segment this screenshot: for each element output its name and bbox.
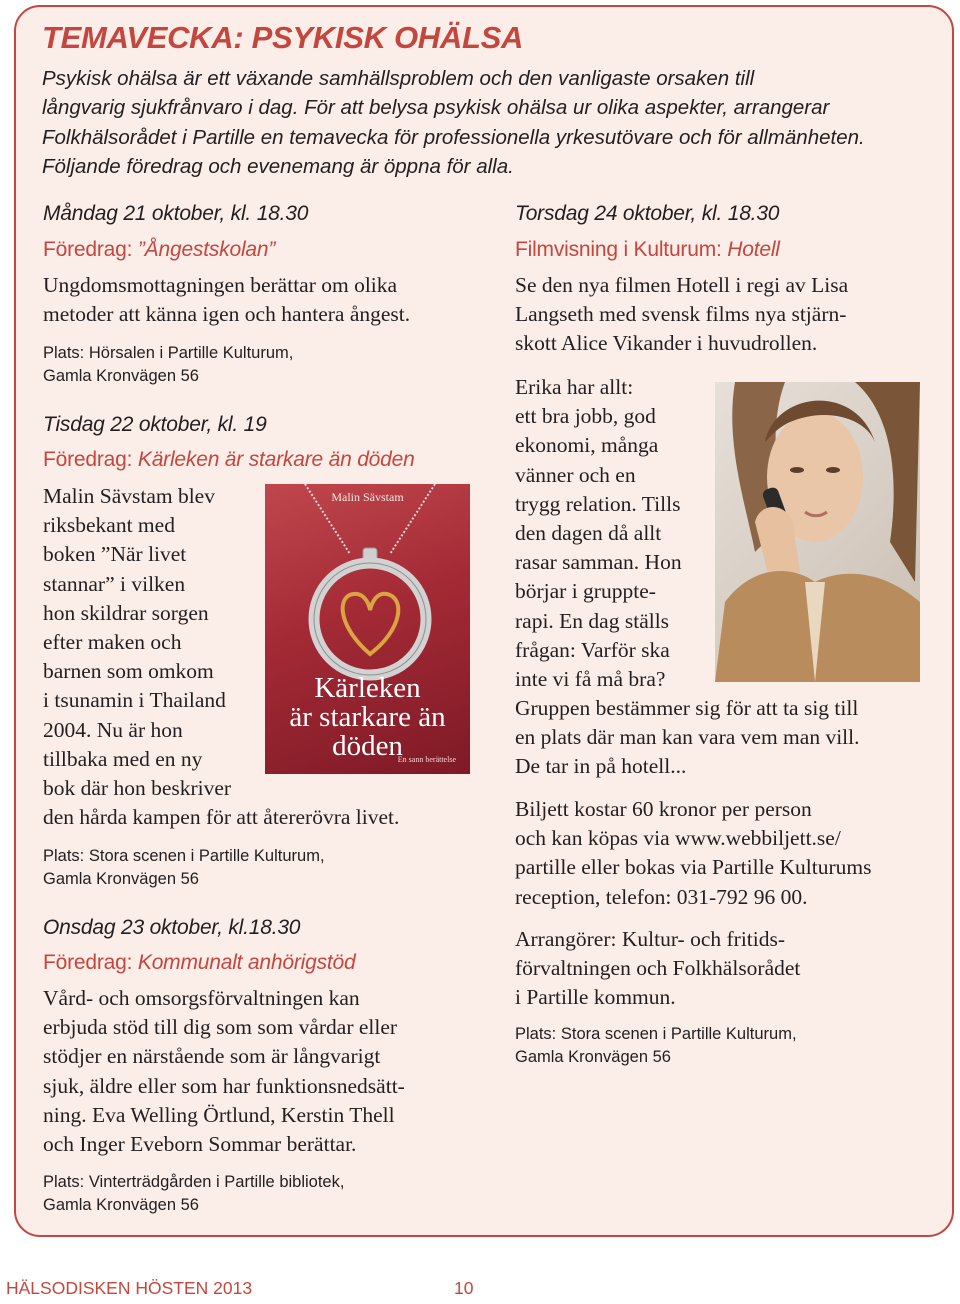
organizer-line: Arrangörer: Kultur- och fritids- [515,927,786,951]
thursday-description [515,271,935,359]
wednesday-place [43,1171,344,1216]
place-line: Gamla Kronvägen 56 [515,1047,671,1066]
story-line: börjar i gruppte- [515,579,656,604]
book-title-line: Kärleken [314,672,421,704]
thursday-story-bottom [515,694,935,782]
tuesday-topic: Kärleken är starkare än döden [137,448,415,471]
place-line: Gamla Kronvägen 56 [43,1195,199,1214]
book-title-line: är starkare än [289,701,446,733]
ticket-info [515,795,935,912]
monday-heading [43,238,275,262]
intro-line: långvarig sjukfrånvaro i dag. För att belysa psykisk ohälsa ur olika aspekter, arrangerar [42,96,830,120]
body-line: efter maken och [43,630,182,655]
ticket-line: och kan köpas via www.webbiljett.se/ [515,826,841,851]
organizer-line: förvaltningen och Folkhälsorådet [515,956,801,981]
body-line: hon skildrar sorgen [43,600,209,625]
body-line: stannar” i vilken [43,571,186,596]
intro-line: Följande föredrag och evenemang är öppna för alla. [42,154,514,178]
place-line: Plats: Stora scenen i Partille Kulturum, [43,847,325,865]
body-line: Malin Sävstam blev [43,484,215,508]
place-line: Plats: Stora scenen i Partille Kulturum, [515,1025,797,1043]
story-line: en plats där man kan vara vem man vill. [515,725,860,750]
body-line: riksbekant med [43,513,175,538]
body-line: sjuk, äldre eller som har funktionsnedsätt- [43,1073,405,1098]
body-line: bok där hon beskriver [43,776,232,801]
wednesday-topic: Kommunalt anhörigstöd [137,951,356,974]
ticket-line: partille eller bokas via Partille Kulturums [515,855,872,880]
film-still-photo [715,382,920,682]
book-subtitle: En sann berättelse [397,755,456,764]
body-line: skott Alice Vikander i huvudrollen. [515,331,818,356]
story-line: trygg relation. Tills [515,491,681,516]
place-line: Gamla Kronvägen 56 [43,869,199,888]
book-author: Malin Sävstam [331,490,404,504]
story-line: inte vi få må bra? [515,667,666,692]
book-title-line: döden [332,730,403,762]
place-line: Plats: Vinterträdgården i Partille bibliotek, [43,1173,345,1191]
ticket-line: reception, telefon: 031-792 96 00. [515,884,808,909]
page-title: TEMAVECKA: PSYKISK OHÄLSA [42,20,524,55]
organizer-line: i Partille kommun. [515,985,676,1010]
tuesday-place [43,845,325,890]
tuesday-heading [43,448,415,472]
thursday-date: Torsdag 24 oktober, kl. 18.30 [515,202,780,225]
thursday-heading [515,238,780,262]
body-line: och Inger Eveborn Sommar berättar. [43,1132,357,1157]
tuesday-label: Föredrag: [43,448,133,471]
body-line: barnen som omkom [43,659,214,684]
body-line: 2004. Nu är hon [43,717,183,742]
body-line: ning. Eva Welling Örtlund, Kerstin Thell [43,1102,395,1127]
body-line: tillbaka med en ny [43,746,203,771]
book-cover-image [265,484,470,774]
monday-label: Föredrag: [43,238,133,261]
body-line: Ungdomsmottagningen berättar om olika [43,273,398,297]
book-title [265,674,470,761]
thursday-place [515,1023,797,1068]
body-line: Se den nya filmen Hotell i regi av Lisa [515,273,849,297]
body-line: stödjer en närstående som är långvarigt [43,1044,381,1069]
organizer-info [515,925,935,1013]
story-line: rasar samman. Hon [515,550,682,575]
wednesday-heading [43,951,355,975]
intro-text [42,64,922,181]
wednesday-description [43,984,483,1159]
place-line: Plats: Hörsalen i Partille Kulturum, [43,344,294,362]
body-line: den hårda kampen för att återerövra livet. [43,805,400,830]
story-line: ett bra jobb, god [515,404,656,429]
intro-line: Psykisk ohälsa är ett växande samhällsproblem och den vanligaste orsaken till [42,67,755,90]
body-line: boken ”När livet [43,542,187,567]
monday-topic: ”Ångestskolan” [137,238,276,261]
story-line: den dagen då allt [515,521,662,546]
tuesday-date: Tisdag 22 oktober, kl. 19 [43,413,267,436]
body-line: i tsunamin i Thailand [43,688,226,713]
body-line: erbjuda stöd till dig som som vårdar eller [43,1015,398,1040]
monday-place [43,342,293,387]
monday-date: Måndag 21 oktober, kl. 18.30 [43,202,309,225]
story-line: ekonomi, många [515,433,659,458]
story-line: vänner och en [515,462,636,487]
body-line: Vård- och omsorgsförvaltningen kan [43,986,360,1010]
story-line: Erika har allt: [515,375,634,399]
story-line: Gruppen bestämmer sig för att ta sig till [515,696,859,720]
ticket-line: Biljett kostar 60 kronor per person [515,797,812,821]
story-line: De tar in på hotell... [515,754,687,779]
monday-description [43,271,473,329]
woman-on-phone-illustration [715,382,920,682]
thursday-label: Filmvisning i Kulturum: [515,238,722,261]
page-number: 10 [454,1278,474,1298]
body-line: metoder att känna igen och hantera ångest. [43,302,411,327]
story-line: frågan: Varför ska [515,637,670,662]
thursday-story-top [515,373,715,694]
wednesday-date: Onsdag 23 oktober, kl.18.30 [43,916,301,939]
intro-line: Folkhälsorådet i Partille en temavecka för professionella yrkesutövare och för allmänheten. [42,125,865,149]
thursday-topic: Hotell [727,238,780,261]
wednesday-label: Föredrag: [43,951,133,974]
story-line: rapi. En dag ställs [515,608,670,633]
body-line: Langseth med svensk films nya stjärn- [515,302,847,327]
place-line: Gamla Kronvägen 56 [43,366,199,385]
publication-name: HÄLSODISKEN HÖSTEN 2013 [6,1278,253,1298]
